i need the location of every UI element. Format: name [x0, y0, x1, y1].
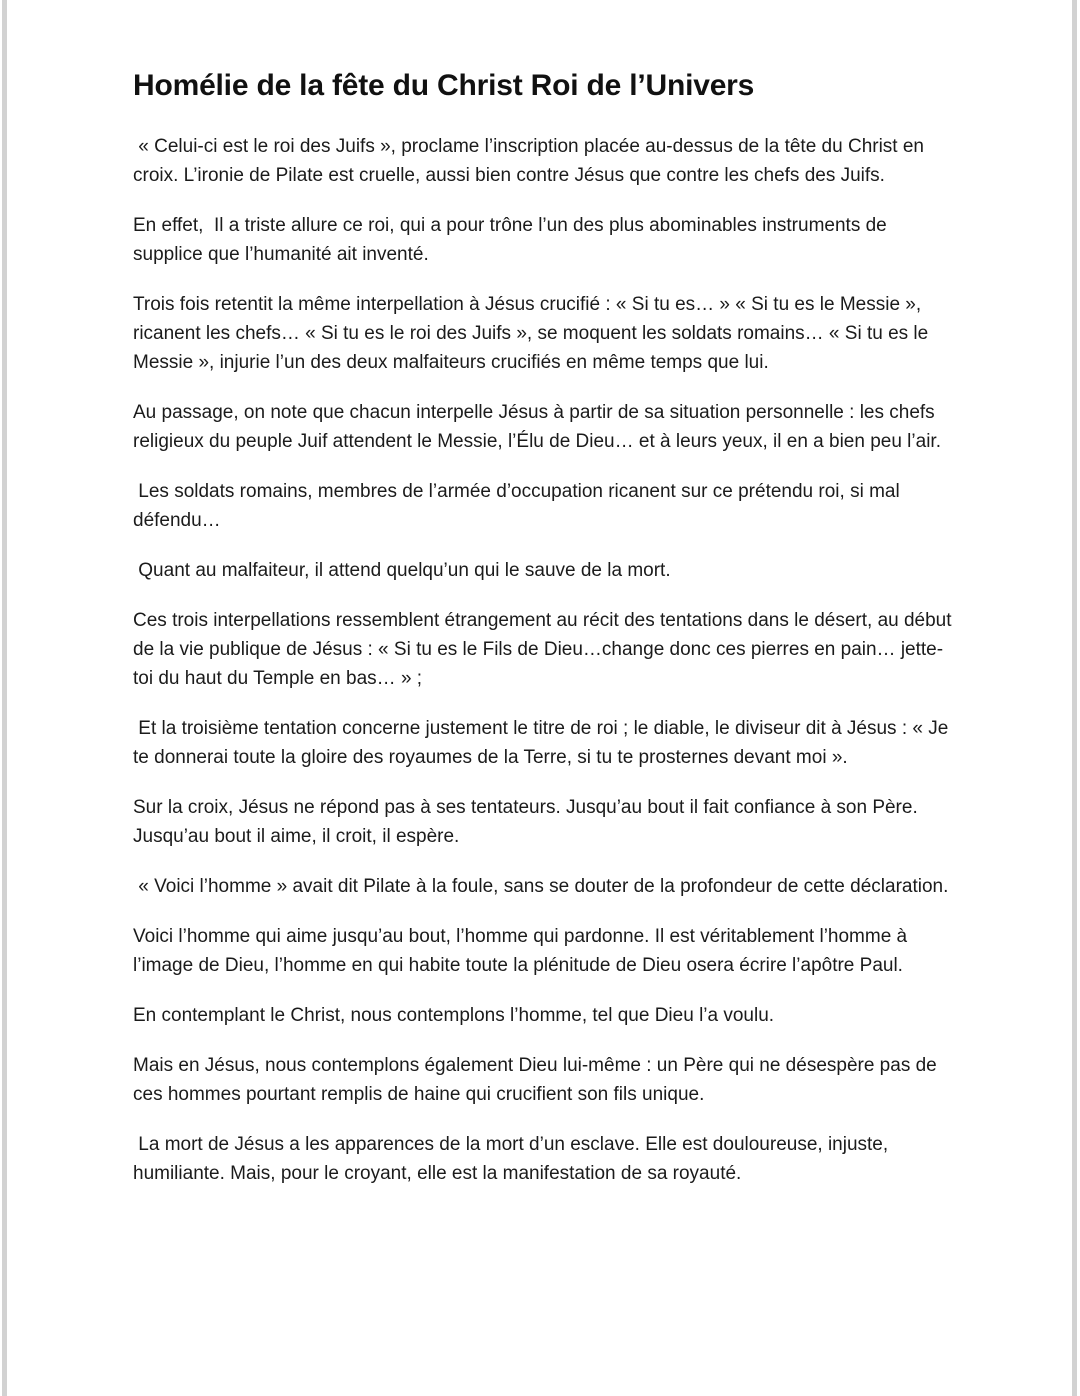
- document-page: [133, 0, 957, 1209]
- paragraph: Ces trois interpellations ressemblent étrangement au récit des tentations dans le désert, au début de la vie publique de Jésus : « Si tu es le Fils de Dieu…change donc ces pierres en pain… jette-toi du haut du Temple en bas… » ;: [133, 610, 957, 689]
- paragraph: Sur la croix, Jésus ne répond pas à ses tentateurs. Jusqu’au bout il fait confiance à son Père. Jusqu’au bout il aime, il croit, il espère.: [133, 797, 924, 847]
- paragraph: Au passage, on note que chacun interpelle Jésus à partir de sa situation personnelle : les chefs religieux du peuple Juif attendent le Messie, l’Élu de Dieu… et à leurs yeux, il en a bien peu l’air.: [133, 402, 941, 452]
- page-edge-left: [2, 0, 7, 1396]
- document-title: Homélie de la fête du Christ Roi de l’Univers: [133, 69, 755, 102]
- paragraph: « Celui-ci est le roi des Juifs », proclame l’inscription placée au-dessus de la tête du Christ en croix. L’ironie de Pilate est cruelle, aussi bien contre Jésus que contre les chefs des Juifs.: [133, 136, 930, 186]
- paragraph: En contemplant le Christ, nous contemplons l’homme, tel que Dieu l’a voulu.: [133, 1005, 775, 1026]
- paragraph: Les soldats romains, membres de l’armée d’occupation ricanent sur ce prétendu roi, si mal défendu…: [133, 481, 905, 531]
- paragraph: Mais en Jésus, nous contemplons également Dieu lui-même : un Père qui ne désespère pas de ces hommes pourtant remplis de haine qui crucifient son fils unique.: [133, 1055, 943, 1105]
- paragraph: En effet, Il a triste allure ce roi, qui a pour trône l’un des plus abominables instruments de supplice que l’humanité ait inventé.: [133, 215, 893, 265]
- paragraph-list: [133, 132, 957, 1188]
- paragraph: Quant au malfaiteur, il attend quelqu’un qui le sauve de la mort.: [133, 560, 671, 581]
- page-edge-right: [1072, 0, 1077, 1396]
- paragraph: Et la troisième tentation concerne justement le titre de roi ; le diable, le diviseur dit à Jésus : « Je te donnerai toute la gloire des royaumes de la Terre, si tu te prosternes devant moi ».: [133, 718, 954, 768]
- paragraph: « Voici l’homme » avait dit Pilate à la foule, sans se douter de la profondeur de cette déclaration.: [133, 876, 949, 897]
- paragraph: La mort de Jésus a les apparences de la mort d’un esclave. Elle est douloureuse, injuste, humiliante. Mais, pour le croyant, elle est la manifestation de sa royauté.: [133, 1134, 894, 1184]
- paragraph: Trois fois retentit la même interpellation à Jésus crucifié : « Si tu es… » « Si tu es le Messie », ricanent les chefs… « Si tu es le roi des Juifs », se moquent les soldats romains… « Si tu es le Messie », injurie l’un des deux malfaiteurs crucifiés en même temps que lui.: [133, 294, 934, 373]
- paragraph: Voici l’homme qui aime jusqu’au bout, l’homme qui pardonne. Il est véritablement l’homme à l’image de Dieu, l’homme en qui habite toute la plénitude de Dieu osera écrire l’apôtre Paul.: [133, 926, 913, 976]
